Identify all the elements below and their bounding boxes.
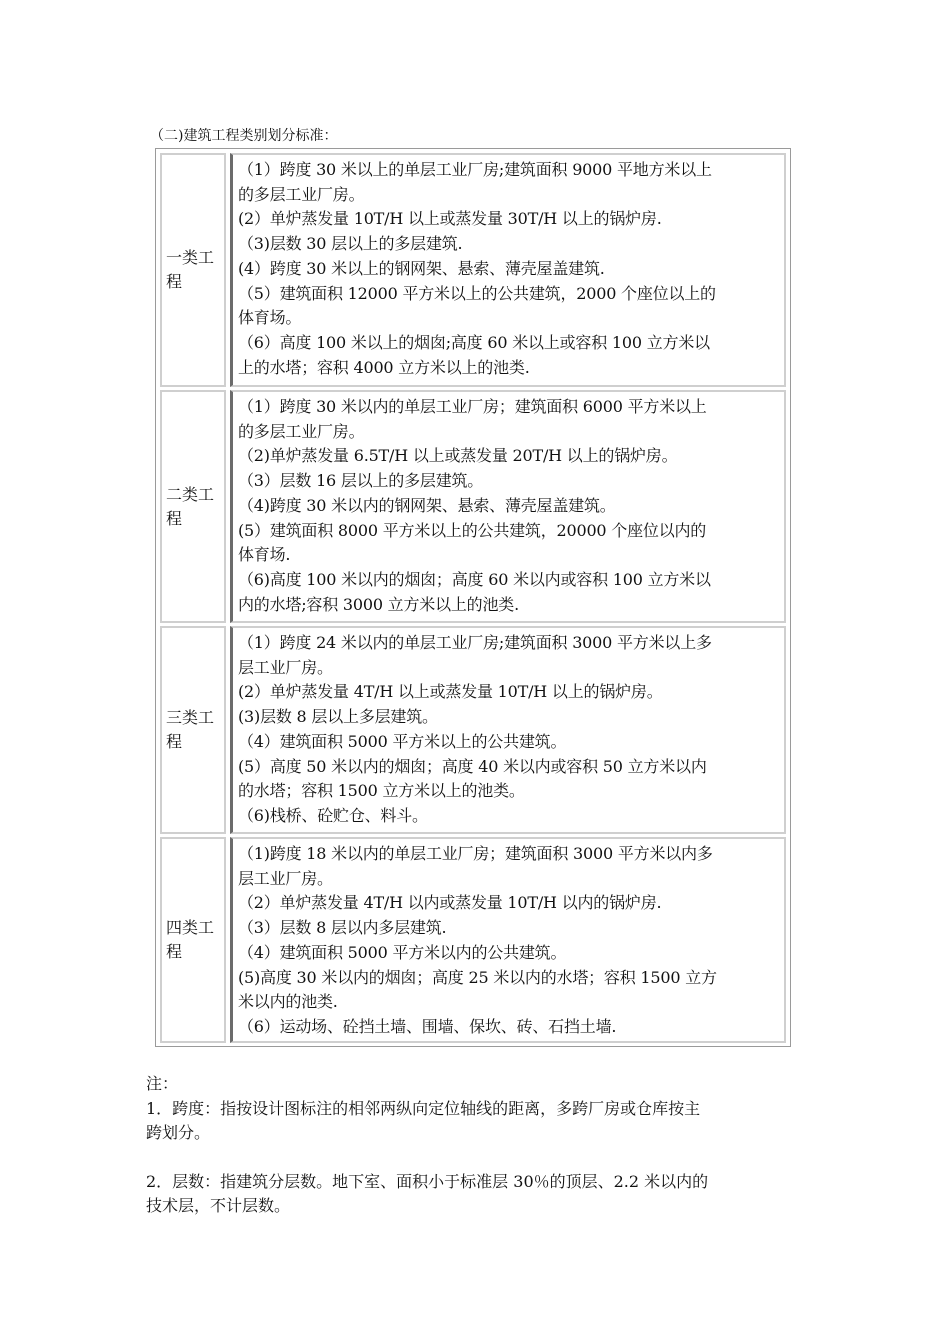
note-line: 跨划分。 <box>146 1123 211 1143</box>
criteria-line: 层工业厂房。 <box>238 868 333 888</box>
notes-section <box>146 1072 826 1219</box>
table-row-class-1 <box>160 153 786 387</box>
criteria-line: (2）单炉蒸发量 10T/H 以上或蒸发量 30T/H 以上的锅炉房. <box>238 209 662 229</box>
note-line: 1．跨度：指按设计图标注的相邻两纵向定位轴线的距离，多跨厂房或仓库按主 <box>146 1098 701 1118</box>
criteria-line: （2)单炉蒸发量 6.5T/H 以上或蒸发量 20T/H 以上的锅炉房。 <box>238 446 678 466</box>
category-label: 一类工程 <box>166 248 215 291</box>
criteria-line: 层工业厂房。 <box>238 657 333 677</box>
criteria-line: 米以内的池类. <box>238 992 338 1012</box>
category-label: 三类工程 <box>166 708 215 751</box>
criteria-line: (3)层数 8 层以上多层建筑。 <box>238 707 438 727</box>
criteria-cell <box>230 390 786 623</box>
criteria-line: 内的水塔;容积 3000 立方米以上的池类. <box>238 594 519 614</box>
notes-title: 注： <box>146 1074 179 1093</box>
category-cell <box>160 837 226 1043</box>
criteria-line: （4)跨度 30 米以内的钢网架、悬索、薄壳屋盖建筑。 <box>238 495 616 515</box>
criteria-line: （6)栈桥、砼贮仓、料斗。 <box>238 805 428 825</box>
table-row-class-3 <box>160 626 786 834</box>
criteria-line: （4）建筑面积 5000 平方米以内的公共建筑。 <box>238 942 567 962</box>
criteria-line: （3）层数 16 层以上的多层建筑。 <box>238 471 484 491</box>
criteria-line: （1)跨度 18 米以内的单层工业厂房；建筑面积 3000 平方米以内多 <box>238 844 713 863</box>
classification-table <box>155 148 791 1047</box>
criteria-line: 体育场. <box>238 545 291 565</box>
criteria-line: 的水塔；容积 1500 立方米以上的池类。 <box>238 781 525 801</box>
criteria-line: 体育场。 <box>238 308 302 328</box>
criteria-line: （6）高度 100 米以上的烟囱;高度 60 米以上或容积 100 立方米以 <box>238 332 710 352</box>
criteria-line: （1）跨度 30 米以上的单层工业厂房;建筑面积 9000 平地方米以上 <box>238 160 712 179</box>
criteria-line: 的多层工业厂房。 <box>238 184 365 204</box>
criteria-line: （4）建筑面积 5000 平方米以上的公共建筑。 <box>238 731 567 751</box>
criteria-line: （3)层数 30 层以上的多层建筑. <box>238 234 463 254</box>
criteria-line: （1）跨度 24 米以内的单层工业厂房;建筑面积 3000 平方米以上多 <box>238 633 712 652</box>
criteria-line: （1）跨度 30 米以内的单层工业厂房；建筑面积 6000 平方米以上 <box>238 397 707 416</box>
criteria-cell <box>230 837 786 1043</box>
note-line: 2．层数：指建筑分层数。地下室、面积小于标准层 30％的顶层、2.2 米以内的 <box>146 1171 709 1191</box>
criteria-line: （6）运动场、砼挡土墙、围墙、保坎、砖、石挡土墙. <box>238 1016 617 1036</box>
criteria-line: (4）跨度 30 米以上的钢网架、悬索、薄壳屋盖建筑. <box>238 258 605 278</box>
criteria-line: (5）建筑面积 8000 平方米以上的公共建筑，20000 个座位以内的 <box>238 520 707 540</box>
category-cell <box>160 390 226 623</box>
table-row-class-4 <box>160 837 786 1043</box>
category-cell <box>160 153 226 387</box>
criteria-line: （5）建筑面积 12000 平方米以上的公共建筑，2000 个座位以上的 <box>238 283 716 303</box>
paragraph-gap <box>146 1146 826 1170</box>
criteria-cell <box>230 153 786 387</box>
category-cell <box>160 626 226 834</box>
criteria-line: （3）层数 8 层以内多层建筑. <box>238 918 447 938</box>
section-heading: （二)建筑工程类别划分标准： <box>150 128 338 144</box>
note-line: 技术层，不计层数。 <box>146 1196 291 1216</box>
criteria-line: (5)高度 30 米以内的烟囱；高度 25 米以内的水塔；容积 1500 立方 <box>238 967 717 987</box>
criteria-line: 的多层工业厂房。 <box>238 421 365 441</box>
criteria-line: （6)高度 100 米以内的烟囱；高度 60 米以内或容积 100 立方米以 <box>238 569 711 589</box>
criteria-line: 上的水塔；容积 4000 立方米以上的池类. <box>238 357 530 377</box>
criteria-line: （2）单炉蒸发量 4T/H 以内或蒸发量 10T/H 以内的锅炉房. <box>238 893 662 913</box>
criteria-line: (2）单炉蒸发量 4T/H 以上或蒸发量 10T/H 以上的锅炉房。 <box>238 682 663 702</box>
category-label: 四类工程 <box>166 918 215 961</box>
criteria-cell <box>230 626 786 834</box>
table-row-class-2 <box>160 390 786 623</box>
category-label: 二类工程 <box>166 484 215 528</box>
criteria-line: (5）高度 50 米以内的烟囱；高度 40 米以内或容积 50 立方米以内 <box>238 756 707 776</box>
